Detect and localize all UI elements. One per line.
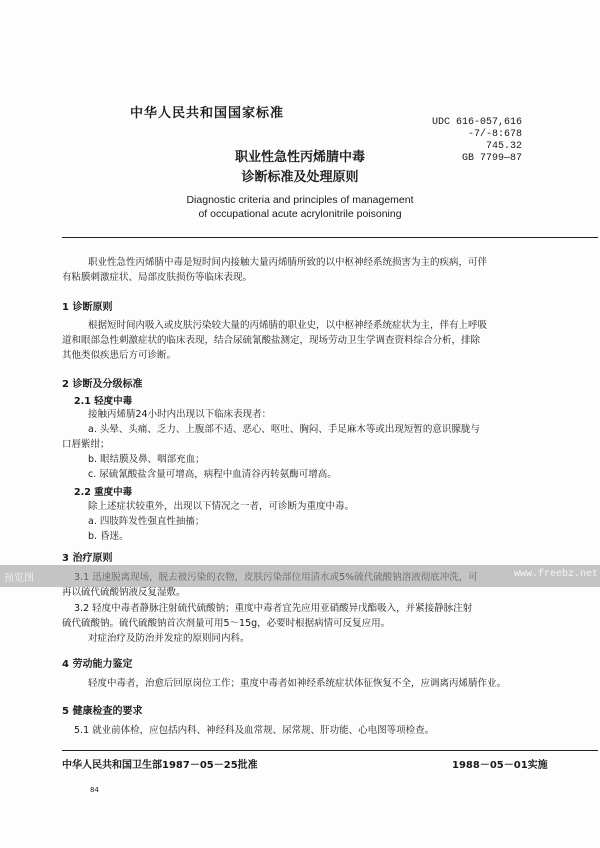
- paragraph-line: 硫代硫酸钠。硫代硫酸钠首次剂量可用5～15g，必要时根据病情可反复应用。: [62, 618, 391, 629]
- paragraph-line: 除上述症状较重外，出现以下情况之一者，可诊断为重度中毒。: [88, 501, 355, 512]
- udc-line: -7/-8:678: [468, 129, 523, 140]
- list-item: a. 四肢阵发性强直性抽搐；: [88, 516, 205, 527]
- section-heading: 4 劳动能力鉴定: [62, 659, 133, 670]
- doc-title-en-line2: of occupational acute acrylonitrile poisoning: [198, 208, 402, 220]
- paragraph-line: 5.1 就业前体检，应包括内科、神经科及血常规、尿常规、肝功能、心电图等项检查。: [74, 725, 435, 736]
- paragraph-line: 道和眼部急性刺激症状的临床表现，结合尿硫氰酸盐测定，现场劳动卫生学调查资料综合分析，排除: [62, 335, 481, 346]
- intro-line: 有粘膜刺激症状、局部皮肤损伤等临床表现。: [62, 272, 253, 283]
- subsection-heading: 2.2 重度中毒: [74, 487, 133, 498]
- standard-header: 中华人民共和国国家标准: [130, 106, 285, 121]
- paragraph-line: 对症治疗及防治并发症的原则同内科。: [88, 633, 250, 644]
- preview-watermark-banner: [0, 565, 600, 587]
- intro-line: 职业性急性丙烯腈中毒是短时间内接触大量丙烯腈所致的以中枢神经系统损害为主的疾病，可伴: [88, 257, 488, 268]
- preview-label: 预览图: [4, 573, 34, 584]
- udc-line: UDC 616-057,616: [432, 117, 523, 128]
- list-item: b. 昏迷。: [88, 531, 129, 542]
- gb-number: GB 7799—87: [462, 153, 523, 164]
- paragraph-line: 轻度中毒者，治愈后回原岗位工作；重度中毒者如神经系统症状体征恢复不全，应调离丙烯腈作业。: [88, 678, 507, 689]
- section-heading: 1 诊断原则: [62, 302, 113, 313]
- doc-title-cn-line1: 职业性急性丙烯腈中毒: [234, 150, 365, 165]
- section-heading: 5 健康检查的要求: [62, 706, 143, 717]
- udc-line: 745.32: [486, 141, 523, 152]
- approval-date: 中华人民共和国卫生部1987－05－25批准: [62, 760, 258, 771]
- list-item: a. 头晕、头痛、乏力、上腹部不适、恶心、呕吐、胸闷、手足麻木等或出现短暂的意识朦胧与: [88, 424, 480, 435]
- paragraph-line: 其他类似疾患后方可诊断。: [62, 350, 177, 361]
- section-heading: 3 治疗原则: [62, 553, 113, 564]
- paragraph-line: 接触丙烯腈24小时内出现以下临床表现者：: [88, 409, 272, 420]
- list-item: 口唇紫绀；: [62, 439, 110, 450]
- header-divider: [62, 237, 598, 238]
- list-item: b. 眼结膜及鼻、咽部充血；: [88, 454, 205, 465]
- implementation-date: 1988－05－01实施: [452, 760, 548, 771]
- doc-title-en-line1: Diagnostic criteria and principles of management: [186, 194, 414, 206]
- footer-divider: [62, 750, 598, 751]
- watermark-url: www.freebz.net: [513, 569, 598, 580]
- paragraph-line: 根据短时间内吸入或皮肤污染较大量的丙烯腈的职业史，以中枢神经系统症状为主，伴有上呼吸: [88, 320, 488, 331]
- section-heading: 2 诊断及分级标准: [62, 379, 143, 390]
- list-item: c. 尿硫氰酸盐含量可增高，病程中血清谷丙转氨酶可增高。: [88, 469, 337, 480]
- page-number: 84: [90, 786, 99, 794]
- subsection-heading: 2.1 轻度中毒: [74, 396, 133, 407]
- doc-title-cn-line2: 诊断标准及处理原则: [241, 170, 359, 185]
- paragraph-line: 3.2 轻度中毒者静脉注射硫代硫酸钠；重度中毒者宜先应用亚硝酸异戊酯吸入，并紧接静脉注射: [74, 603, 473, 614]
- paragraph-line: 再以硫代硫酸钠液反复湿敷。: [62, 587, 186, 598]
